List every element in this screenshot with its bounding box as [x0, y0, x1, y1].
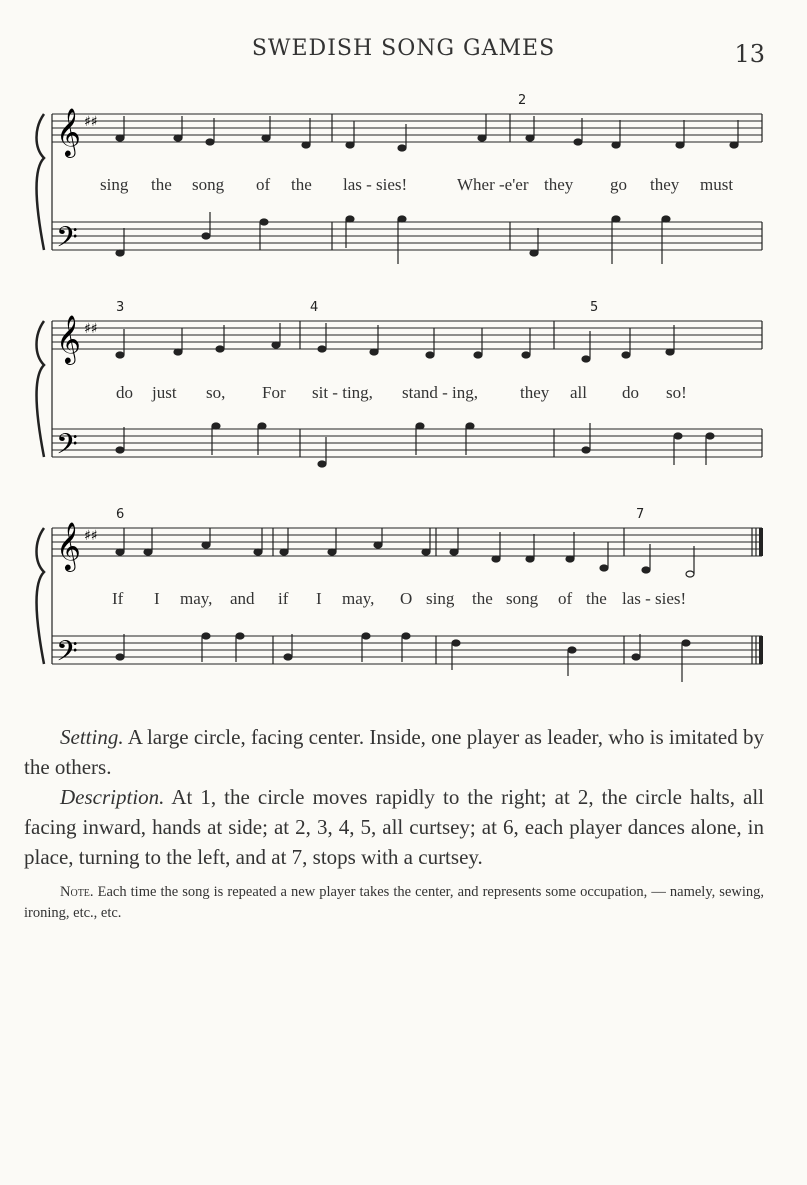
key-signature: ♯♯	[84, 321, 98, 337]
bass-notes	[116, 423, 714, 467]
music-system-3	[30, 502, 775, 692]
note-paragraph	[24, 882, 764, 924]
treble-clef: 𝄞	[56, 107, 81, 156]
bass-clef: 𝄢	[56, 428, 78, 468]
brace	[37, 321, 45, 457]
music-system-3-notation	[30, 502, 775, 692]
lyrics-line-1: sing the song of the las - sies! Wher -e'er they go they must	[100, 175, 734, 194]
description-body: At 1, the circle moves rapidly to the right; at 2, the circle halts, all facing inward, hands at side; at 2, 3, 4, 5, all curtsey; at 6, each player dances alone, in place, turning to the left, and at 7, stops with a curtsey.	[24, 785, 764, 869]
note-body: Each time the song is repeated a new player takes the center, and represents some occupation, — namely, sewing, ironing, etc., etc.	[24, 884, 765, 921]
brace	[37, 528, 45, 664]
treble-staff	[52, 528, 762, 556]
music-system-2	[30, 295, 775, 475]
measure-number-2: 2	[518, 93, 527, 108]
instructions	[24, 722, 764, 924]
treble-staff	[52, 321, 762, 349]
key-signature: ♯♯	[84, 528, 98, 544]
measure-number-7: 7	[636, 507, 645, 522]
description-paragraph	[24, 782, 764, 872]
page-header	[0, 36, 807, 66]
measure-number-3: 3	[116, 300, 125, 315]
treble-clef: 𝄞	[56, 314, 81, 363]
lyrics-line-3: If I may, and if I may, O sing the song of the las - sies!	[112, 589, 687, 608]
setting-body: A large circle, facing center. Inside, one player as leader, who is imitated by the others.	[24, 725, 764, 779]
brace	[37, 114, 45, 250]
measure-number-5: 5	[590, 300, 599, 315]
final-double-barline	[756, 528, 763, 664]
bass-staff	[52, 429, 762, 457]
running-title: SWEDISH SONG GAMES	[251, 36, 556, 61]
description-label: Description.	[60, 785, 165, 809]
bass-staff	[52, 222, 762, 250]
setting-paragraph	[24, 722, 764, 782]
bass-staff	[52, 636, 762, 664]
setting-label: Setting.	[60, 725, 124, 749]
bass-clef: 𝄢	[56, 635, 78, 675]
bass-clef: 𝄢	[56, 221, 78, 261]
page-number: 13	[734, 40, 765, 68]
music-system-1-notation	[30, 88, 775, 278]
treble-clef: 𝄞	[56, 521, 81, 570]
treble-notes	[116, 114, 738, 151]
music-system-2-notation	[30, 295, 775, 475]
measure-number-6: 6	[116, 507, 125, 522]
music-system-1	[30, 88, 775, 278]
measure-number-4: 4	[310, 300, 319, 315]
note-label: Note.	[60, 884, 94, 900]
bass-notes	[116, 212, 670, 264]
key-signature: ♯♯	[84, 114, 98, 130]
treble-staff	[52, 114, 762, 142]
lyrics-line-2: do just so, For sit - ting, stand - ing, they all do so!	[116, 383, 687, 402]
